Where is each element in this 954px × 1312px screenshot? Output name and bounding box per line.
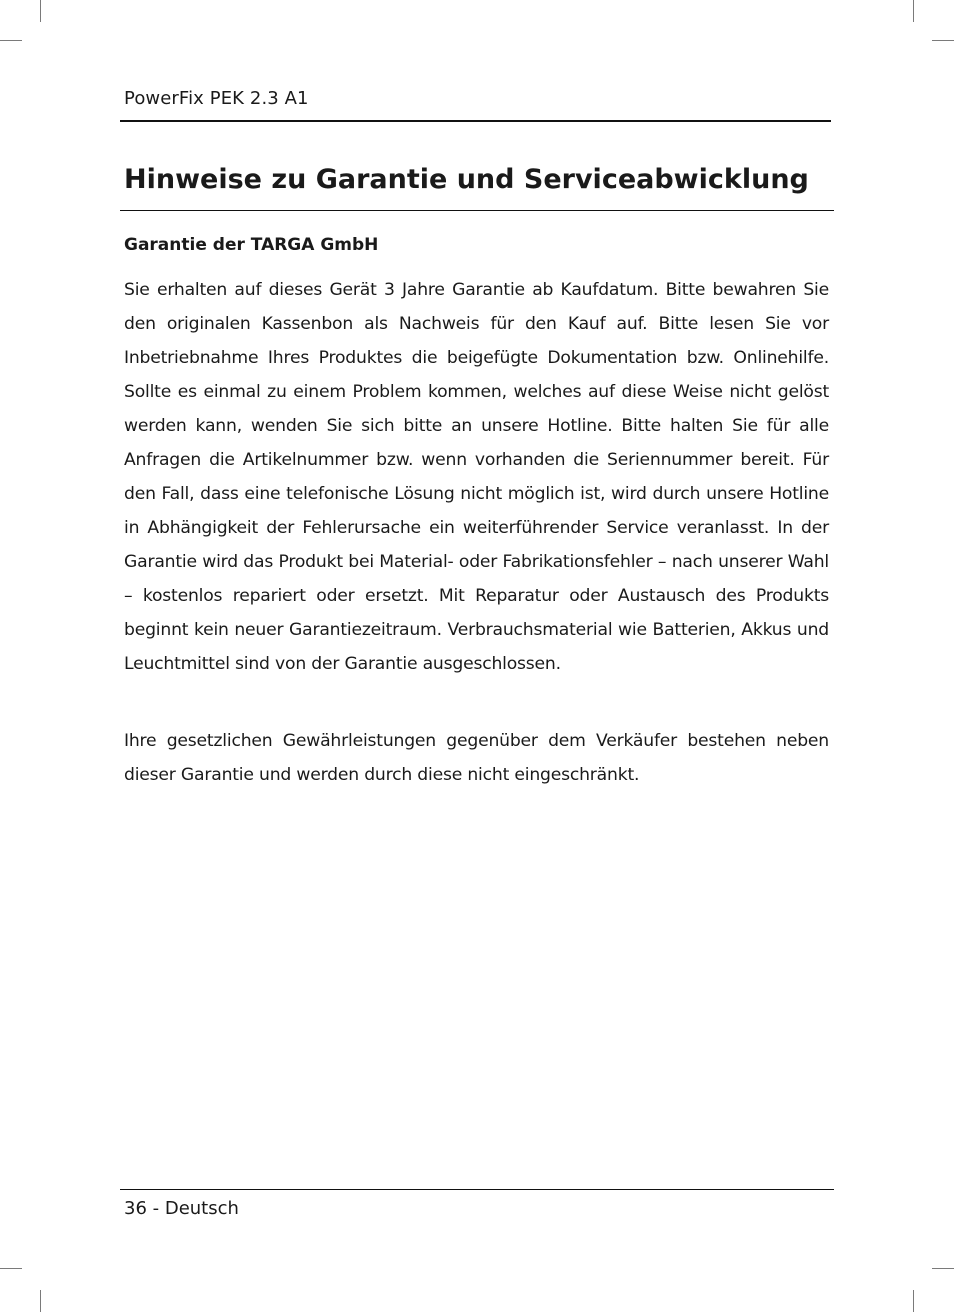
crop-mark-bottom-left: [40, 1290, 41, 1312]
footer-rule: [120, 1189, 834, 1190]
page-number: 36 - Deutsch: [124, 1198, 239, 1219]
crop-mark-left-bottom: [0, 1268, 22, 1269]
title-rule: [120, 210, 834, 211]
crop-mark-left-top: [0, 40, 22, 41]
header-rule: [120, 120, 831, 122]
crop-mark-bottom-right: [913, 1290, 914, 1312]
crop-mark-top-left: [40, 0, 41, 22]
section-subtitle: Garantie der TARGA GmbH: [124, 235, 379, 255]
crop-mark-right-top: [932, 40, 954, 41]
statutory-rights-paragraph: Ihre gesetzlichen Gewährleistungen gegenüber dem Verkäufer bestehen neben dieser Garantie und werden durch diese nicht eingeschränkt.: [124, 731, 829, 785]
crop-mark-right-bottom: [932, 1268, 954, 1269]
crop-mark-top-right: [913, 0, 914, 22]
running-header: PowerFix PEK 2.3 A1: [124, 88, 309, 109]
warranty-paragraph: Sie erhalten auf dieses Gerät 3 Jahre Garantie ab Kaufdatum. Bitte bewahren Sie den originalen Kassenbon als Nachweis für den Kauf auf. Bitte lesen Sie vor Inbetriebnahme Ihres Produktes die beigefügte Dokumentation bzw. Onlinehilfe. Sollte es einmal zu einem Problem kommen, welches auf diese Weise nicht gelöst werden kann, wenden Sie sich bitte an unsere Hotline. Bitte halten Sie für alle Anfragen die Artikelnummer bzw. wenn vorhanden die Seriennummer bereit. Für den Fall, dass eine telefonische Lösung nicht möglich ist, wird durch unsere Hotline in Abhängigkeit der Fehlerursache ein weiterführender Service veranlasst. In der Garantie wird das Produkt bei Material- oder Fabrikationsfehler – nach unserer Wahl – kostenlos repariert oder ersetzt. Mit Reparatur oder Austausch des Produkts beginnt kein neuer Garantiezeitraum. Verbrauchsmaterial wie Batterien, Akkus und Leuchtmittel sind von der Garantie ausgeschlossen.: [124, 280, 829, 674]
page-title: Hinweise zu Garantie und Serviceabwicklung: [124, 164, 809, 195]
